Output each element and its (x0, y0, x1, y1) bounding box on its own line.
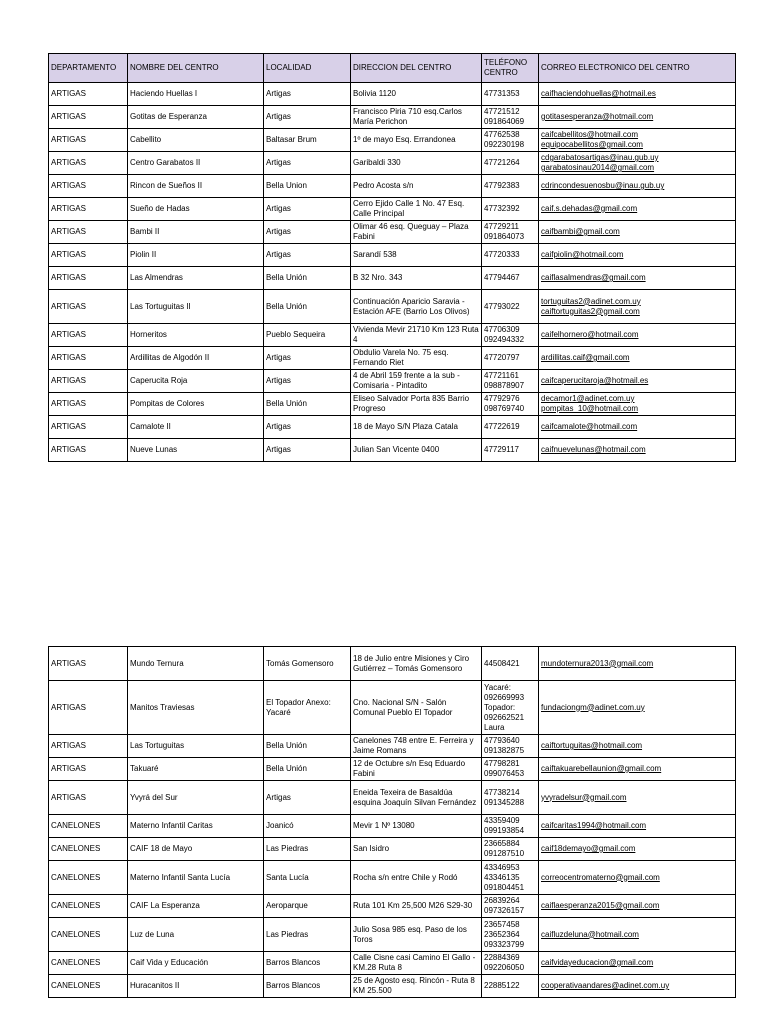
cell-telefono: 43359409 099193854 (482, 815, 539, 838)
table-row (49, 895, 736, 918)
cell-direccion: Julian San Vicente 0400 (351, 439, 482, 462)
cell-correo[interactable]: cooperativaandares@adinet.com.uy (539, 975, 736, 998)
cell-correo[interactable]: caifvidayeducacion@gmail.com (539, 952, 736, 975)
cell-correo[interactable]: caifcamalote@hotmail.com (539, 416, 736, 439)
cell-correo[interactable]: caif18demayo@gmail.com (539, 838, 736, 861)
cell-direccion: 25 de Agosto esq. Rincón - Ruta 8 KM 25.500 (351, 975, 482, 998)
table-row (49, 198, 736, 221)
cell-nombre-centro: Takuaré (128, 758, 264, 781)
cell-direccion: Canelones 748 entre E. Ferreira y Jaime Romans (351, 735, 482, 758)
cell-localidad: Tomás Gomensoro (264, 647, 351, 681)
table-row (49, 370, 736, 393)
cell-telefono: 47738214 091345288 (482, 781, 539, 815)
cell-localidad: Artigas (264, 198, 351, 221)
cell-direccion: Julio Sosa 985 esq. Paso de los Toros (351, 918, 482, 952)
cell-localidad: Las Piedras (264, 918, 351, 952)
cell-departamento: CANELONES (49, 918, 128, 952)
cell-departamento: ARTIGAS (49, 221, 128, 244)
cell-correo[interactable]: caiflaesperanza2015@gmail.com (539, 895, 736, 918)
cell-direccion: Mevir 1 Nº 13080 (351, 815, 482, 838)
cell-telefono: 47729211 091864073 (482, 221, 539, 244)
cell-correo[interactable]: caiftortuguitas@hotmail.com (539, 735, 736, 758)
cell-telefono: 43346953 43346135 091804451 (482, 861, 539, 895)
cell-direccion: Pedro Acosta s/n (351, 175, 482, 198)
cell-nombre-centro: Nueve Lunas (128, 439, 264, 462)
cell-direccion: B 32 Nro. 343 (351, 267, 482, 290)
cell-localidad: El Topador Anexo: Yacaré (264, 681, 351, 735)
cell-telefono: 47721264 (482, 152, 539, 175)
cell-localidad: Las Piedras (264, 838, 351, 861)
cell-localidad: Artigas (264, 347, 351, 370)
header-correo: CORREO ELECTRONICO DEL CENTRO (539, 54, 736, 83)
cell-telefono: 22885122 (482, 975, 539, 998)
cell-localidad: Artigas (264, 370, 351, 393)
cell-departamento: CANELONES (49, 975, 128, 998)
cell-telefono: 47793022 (482, 290, 539, 324)
cell-telefono: 26839264 097326157 (482, 895, 539, 918)
cell-departamento: ARTIGAS (49, 324, 128, 347)
cell-direccion: Rocha s/n entre Chile y Rodó (351, 861, 482, 895)
table-row (49, 681, 736, 735)
cell-nombre-centro: Caperucita Roja (128, 370, 264, 393)
cell-nombre-centro: Rincon de Sueños II (128, 175, 264, 198)
cell-departamento: ARTIGAS (49, 244, 128, 267)
table-row (49, 129, 736, 152)
cell-correo[interactable]: caifnuevelunas@hotmail.com (539, 439, 736, 462)
cell-departamento: ARTIGAS (49, 106, 128, 129)
cell-direccion: Bolivia 1120 (351, 83, 482, 106)
cell-nombre-centro: Cabellito (128, 129, 264, 152)
cell-nombre-centro: Sueño de Hadas (128, 198, 264, 221)
cell-direccion: 18 de Mayo S/N Plaza Catala (351, 416, 482, 439)
cell-departamento: CANELONES (49, 815, 128, 838)
cell-direccion: San Isidro (351, 838, 482, 861)
cell-telefono: 47798281 099076453 (482, 758, 539, 781)
cell-nombre-centro: Huracanitos II (128, 975, 264, 998)
cell-departamento: ARTIGAS (49, 735, 128, 758)
cell-departamento: ARTIGAS (49, 175, 128, 198)
cell-localidad: Artigas (264, 221, 351, 244)
centros-table-1 (48, 53, 736, 462)
cell-correo[interactable]: caifbambi@gmail.com (539, 221, 736, 244)
cell-telefono: 47729117 (482, 439, 539, 462)
table-row (49, 267, 736, 290)
cell-departamento: CANELONES (49, 861, 128, 895)
cell-departamento: ARTIGAS (49, 290, 128, 324)
cell-telefono: 47720333 (482, 244, 539, 267)
cell-correo[interactable]: caifcabellitos@hotmail.com equipocabellitos@gmail.com (539, 129, 736, 152)
cell-departamento: ARTIGAS (49, 152, 128, 175)
cell-departamento: ARTIGAS (49, 267, 128, 290)
cell-departamento: ARTIGAS (49, 647, 128, 681)
cell-departamento: CANELONES (49, 895, 128, 918)
cell-correo[interactable]: tortuguitas2@adinet.com.uy caiftortuguitas2@gmail.com (539, 290, 736, 324)
cell-nombre-centro: Caif Vida y Educación (128, 952, 264, 975)
cell-nombre-centro: Camalote II (128, 416, 264, 439)
cell-telefono: 23657458 23652364 093323799 (482, 918, 539, 952)
cell-localidad: Artigas (264, 106, 351, 129)
cell-localidad: Pueblo Sequeira (264, 324, 351, 347)
table-row (49, 152, 736, 175)
cell-nombre-centro: Las Tortuguitas II (128, 290, 264, 324)
table-row (49, 838, 736, 861)
cell-correo[interactable]: gotitasesperanza@hotmail.com (539, 106, 736, 129)
table-row (49, 918, 736, 952)
header-localidad: LOCALIDAD (264, 54, 351, 83)
cell-localidad: Bella Unión (264, 393, 351, 416)
table-row (49, 758, 736, 781)
cell-direccion: Eneida Texeira de Basaldúa esquina Joaquín Silvan Fernández (351, 781, 482, 815)
cell-telefono: 47721512 091864069 (482, 106, 539, 129)
table-row (49, 815, 736, 838)
table-row (49, 290, 736, 324)
table-row (49, 416, 736, 439)
header-departamento: DEPARTAMENTO (49, 54, 128, 83)
cell-direccion: Francisco Piria 710 esq.Carlos María Perichon (351, 106, 482, 129)
table-row (49, 175, 736, 198)
cell-correo[interactable]: cdgarabatosartigas@inau.gub.uy garabatosinau2014@gmail.com (539, 152, 736, 175)
cell-nombre-centro: Ardillitas de Algodón II (128, 347, 264, 370)
cell-telefono: 47706309 092494332 (482, 324, 539, 347)
cell-correo[interactable]: cdrincondesuenosbu@inau.gub.uy (539, 175, 736, 198)
cell-departamento: ARTIGAS (49, 370, 128, 393)
cell-telefono: 44508421 (482, 647, 539, 681)
cell-correo[interactable]: caifhaciendohuellas@hotmail.es (539, 83, 736, 106)
cell-telefono: 47793640 091382875 (482, 735, 539, 758)
table-row (49, 221, 736, 244)
cell-telefono: 47762538 092230198 (482, 129, 539, 152)
cell-direccion: 1º de mayo Esq. Errandonea (351, 129, 482, 152)
header-telefono: TELÉFONO CENTRO (482, 54, 539, 83)
cell-correo[interactable]: caiftakuarebellaunion@gmail.com (539, 758, 736, 781)
table-body-2 (49, 647, 736, 998)
cell-localidad: Artigas (264, 244, 351, 267)
cell-localidad: Barros Blancos (264, 975, 351, 998)
cell-telefono: 47720797 (482, 347, 539, 370)
cell-departamento: ARTIGAS (49, 758, 128, 781)
cell-telefono: 47731353 (482, 83, 539, 106)
cell-direccion: 4 de Abril 159 frente a la sub - Comisaria - Pintadito (351, 370, 482, 393)
table-header-row (49, 54, 736, 83)
cell-nombre-centro: Gotitas de Esperanza (128, 106, 264, 129)
cell-localidad: Artigas (264, 152, 351, 175)
cell-departamento: ARTIGAS (49, 347, 128, 370)
cell-direccion: Eliseo Salvador Porta 835 Barrio Progreso (351, 393, 482, 416)
table-row (49, 324, 736, 347)
cell-correo[interactable]: caifcaperucitaroja@hotmail.es (539, 370, 736, 393)
cell-nombre-centro: Las Tortuguitas (128, 735, 264, 758)
cell-localidad: Bella Unión (264, 290, 351, 324)
cell-localidad: Baltasar Brum (264, 129, 351, 152)
cell-telefono: 47721161 098878907 (482, 370, 539, 393)
cell-correo[interactable]: caifluzdeluna@hotmail.com (539, 918, 736, 952)
table-row (49, 735, 736, 758)
cell-localidad: Bella Unión (264, 267, 351, 290)
cell-correo[interactable]: caifelhornero@hotmail.com (539, 324, 736, 347)
cell-departamento: ARTIGAS (49, 83, 128, 106)
cell-localidad: Bella Union (264, 175, 351, 198)
cell-departamento: CANELONES (49, 952, 128, 975)
cell-localidad: Aeroparque (264, 895, 351, 918)
cell-correo[interactable]: mundoternura2013@gmail.com (539, 647, 736, 681)
cell-nombre-centro: Horneritos (128, 324, 264, 347)
cell-direccion: Continuación Aparicio Saravia - Estación AFE (Barrio Los Olivos) (351, 290, 482, 324)
table-row (49, 952, 736, 975)
table-row (49, 106, 736, 129)
cell-nombre-centro: Materno Infantil Caritas (128, 815, 264, 838)
header-direccion: DIRECCION DEL CENTRO (351, 54, 482, 83)
cell-direccion: Olimar 46 esq. Queguay – Plaza Fabini (351, 221, 482, 244)
cell-departamento: ARTIGAS (49, 681, 128, 735)
cell-departamento: ARTIGAS (49, 198, 128, 221)
cell-direccion: Cerro Ejido Calle 1 No. 47 Esq. Calle Principal (351, 198, 482, 221)
table-row (49, 347, 736, 370)
cell-localidad: Bella Unión (264, 735, 351, 758)
cell-correo[interactable]: fundaciongm@adinet.com.uy (539, 681, 736, 735)
cell-telefono: Yacaré: 092669993 Topador: 092662521 Laura (482, 681, 539, 735)
cell-departamento: ARTIGAS (49, 416, 128, 439)
cell-telefono: 47792976 098769740 (482, 393, 539, 416)
cell-nombre-centro: Mundo Ternura (128, 647, 264, 681)
cell-telefono: 47794467 (482, 267, 539, 290)
cell-correo[interactable]: correocentromaterno@gmail.com (539, 861, 736, 895)
cell-nombre-centro: Materno Infantil Santa Lucía (128, 861, 264, 895)
cell-direccion: 18 de Julio entre Misiones y Ciro Gutiérrez – Tomás Gomensoro (351, 647, 482, 681)
table-row (49, 975, 736, 998)
cell-nombre-centro: Las Almendras (128, 267, 264, 290)
cell-telefono: 47792383 (482, 175, 539, 198)
cell-departamento: ARTIGAS (49, 439, 128, 462)
cell-direccion: Sarandí 538 (351, 244, 482, 267)
table-row (49, 83, 736, 106)
header-nombre: NOMBRE DEL CENTRO (128, 54, 264, 83)
table-row (49, 439, 736, 462)
cell-localidad: Bella Unión (264, 758, 351, 781)
centros-table-2 (48, 646, 736, 998)
cell-nombre-centro: Manitos Traviesas (128, 681, 264, 735)
table-row (49, 647, 736, 681)
table-row (49, 393, 736, 416)
cell-correo[interactable]: caiflasalmendras@gmail.com (539, 267, 736, 290)
cell-telefono: 47732392 (482, 198, 539, 221)
cell-telefono: 22884369 092206050 (482, 952, 539, 975)
cell-direccion: Ruta 101 Km 25,500 M26 S29-30 (351, 895, 482, 918)
cell-correo[interactable]: caifpiolin@hotmail.com (539, 244, 736, 267)
cell-nombre-centro: Piolin II (128, 244, 264, 267)
cell-localidad: Artigas (264, 781, 351, 815)
cell-departamento: ARTIGAS (49, 781, 128, 815)
cell-localidad: Barros Blancos (264, 952, 351, 975)
cell-correo[interactable]: decamor1@adinet.com.uy pompitas_10@hotmail.com (539, 393, 736, 416)
cell-nombre-centro: Pompitas de Colores (128, 393, 264, 416)
cell-nombre-centro: Yvyrá del Sur (128, 781, 264, 815)
cell-direccion: 12 de Octubre s/n Esq Eduardo Fabini (351, 758, 482, 781)
table-body-1 (49, 83, 736, 462)
cell-correo[interactable]: yvyradelsur@gmail.com (539, 781, 736, 815)
cell-correo[interactable]: caifcaritas1994@hotmail.com (539, 815, 736, 838)
cell-direccion: Vivienda Mevir 21710 Km 123 Ruta 4 (351, 324, 482, 347)
cell-nombre-centro: Centro Garabatos II (128, 152, 264, 175)
cell-correo[interactable]: caif.s.dehadas@gmail.com (539, 198, 736, 221)
cell-direccion: Calle Cisne casi Camino El Gallo - KM.28 Ruta 8 (351, 952, 482, 975)
cell-localidad: Artigas (264, 83, 351, 106)
table-row (49, 244, 736, 267)
cell-nombre-centro: Haciendo Huellas I (128, 83, 264, 106)
cell-localidad: Joanicó (264, 815, 351, 838)
cell-nombre-centro: CAIF La Esperanza (128, 895, 264, 918)
cell-departamento: ARTIGAS (49, 129, 128, 152)
cell-departamento: CANELONES (49, 838, 128, 861)
cell-telefono: 47722619 (482, 416, 539, 439)
cell-direccion: Obdulio Varela No. 75 esq. Fernando Riet (351, 347, 482, 370)
table-row (49, 781, 736, 815)
cell-direccion: Cno. Nacional S/N - Salón Comunal Pueblo El Topador (351, 681, 482, 735)
table-row (49, 861, 736, 895)
cell-nombre-centro: CAIF 18 de Mayo (128, 838, 264, 861)
cell-localidad: Santa Lucía (264, 861, 351, 895)
cell-telefono: 23665884 091287510 (482, 838, 539, 861)
cell-localidad: Artigas (264, 416, 351, 439)
cell-nombre-centro: Luz de Luna (128, 918, 264, 952)
cell-departamento: ARTIGAS (49, 393, 128, 416)
cell-direccion: Garibaldi 330 (351, 152, 482, 175)
cell-localidad: Artigas (264, 439, 351, 462)
cell-correo[interactable]: ardillitas.caif@gmail.com (539, 347, 736, 370)
cell-nombre-centro: Bambi II (128, 221, 264, 244)
